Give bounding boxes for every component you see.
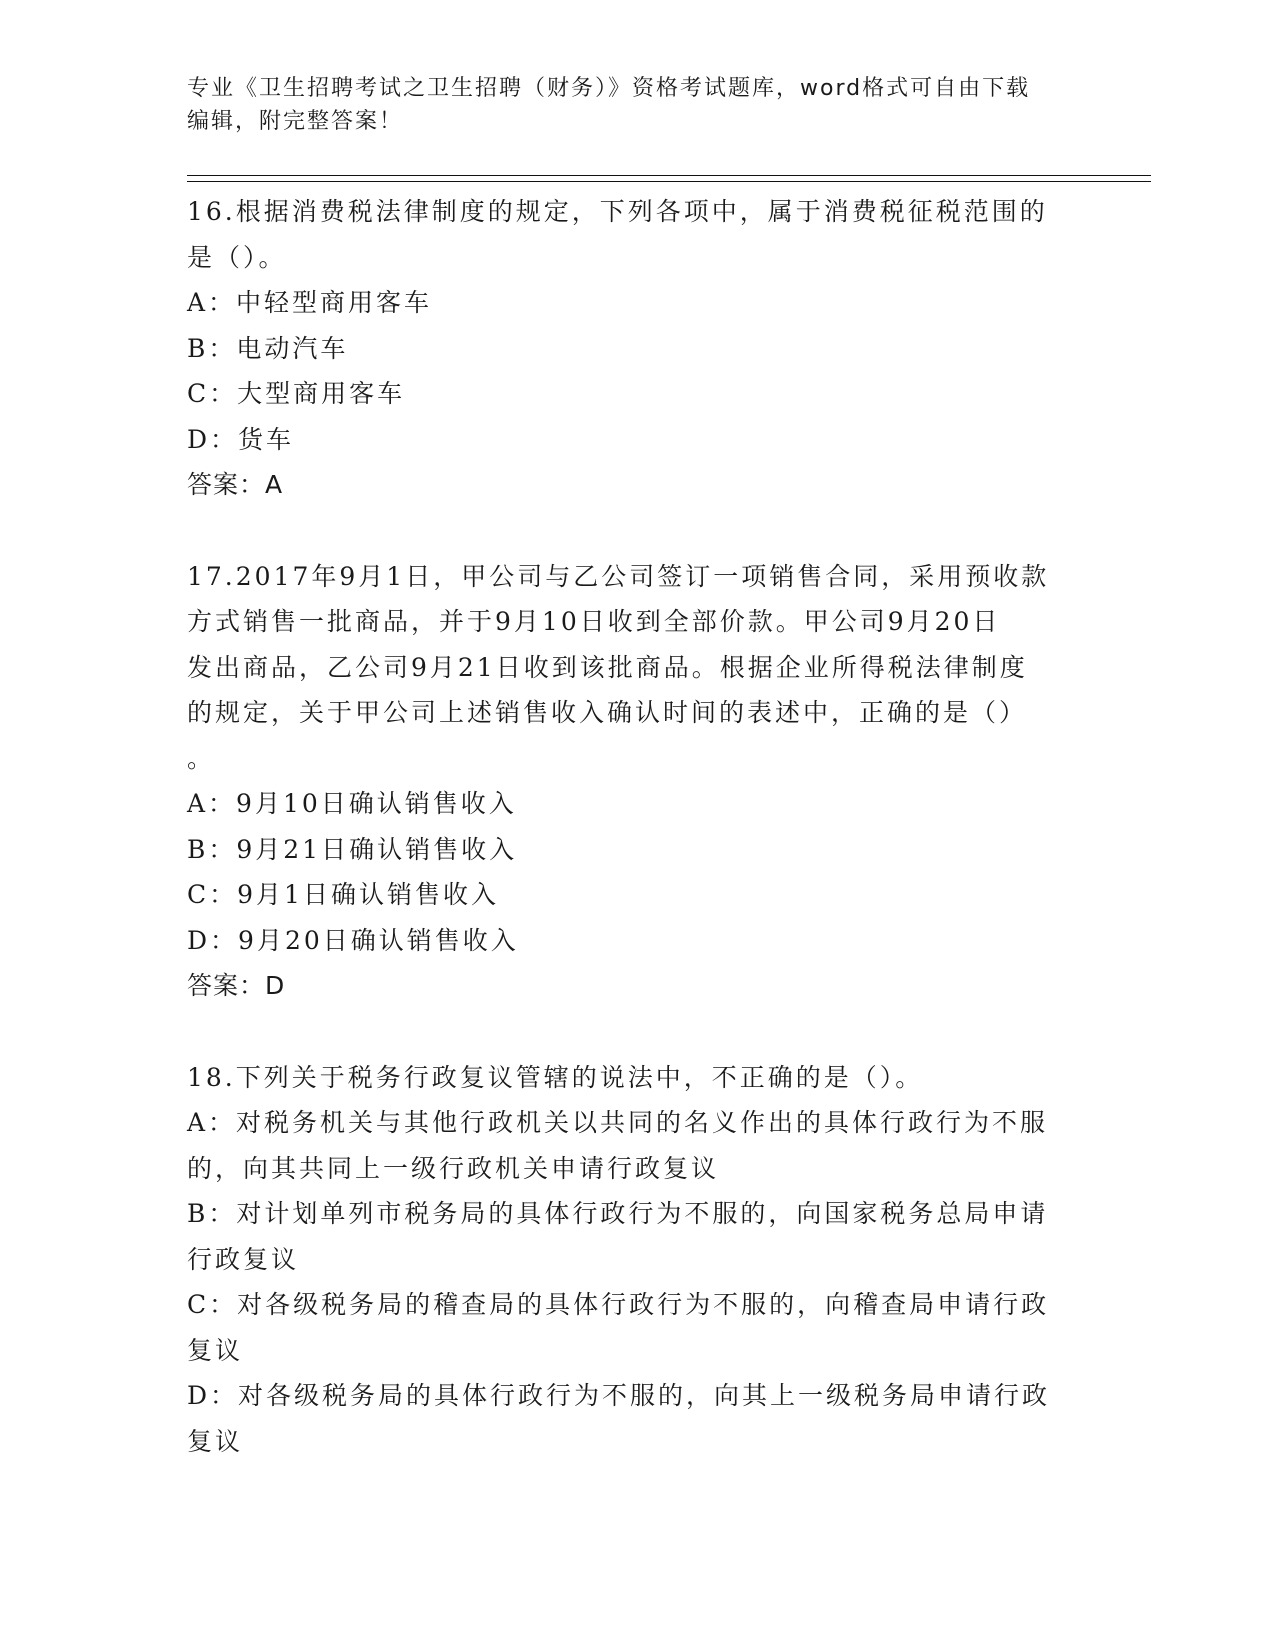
question-text-line: 是（）。 [187, 242, 287, 272]
option-d [187, 1373, 1087, 1464]
option-text-line: A：中轻型商用客车 [187, 288, 433, 317]
question-block [187, 1055, 1087, 1465]
option-text-line: A：对税务机关与其他行政机关以共同的名义作出的具体行政行为不服 [187, 1108, 1049, 1137]
question-text-line: 方式销售一批商品，并于9月10日收到全部价款。甲公司9月20日 [187, 607, 1001, 636]
option-d [187, 417, 1087, 463]
question-text-line: 16.根据消费税法律制度的规定，下列各项中，属于消费税征税范围的 [187, 197, 1048, 226]
question-text-line: 18.下列关于税务行政复议管辖的说法中，不正确的是（）。 [187, 1062, 924, 1092]
option-text-line: C：大型商用客车 [187, 379, 406, 408]
option-text-line: B：电动汽车 [187, 333, 349, 363]
header-divider-bottom [187, 181, 1151, 182]
option-text-line: C：9月1日确认销售收入 [187, 880, 499, 909]
question-text-line: 发出商品，乙公司9月21日收到该批商品。根据企业所得税法律制度 [187, 652, 1028, 682]
option-text-line: D：9月20日确认销售收入 [187, 925, 519, 955]
option-text-line: B：9月21日确认销售收入 [187, 834, 518, 864]
option-c [187, 872, 1087, 918]
question-spacer [187, 508, 1087, 554]
header-divider-top [187, 175, 1151, 176]
option-text-line: C：对各级税务局的稽查局的具体行政行为不服的，向稽查局申请行政 [187, 1290, 1050, 1319]
answer-label: 答案：D [187, 971, 286, 1000]
option-text-line: A：9月10日确认销售收入 [187, 789, 517, 818]
option-a [187, 1100, 1087, 1191]
question-block [187, 554, 1087, 1009]
option-text-line: B：对计划单列市税务局的具体行政行为不服的，向国家税务总局申请 [187, 1199, 1049, 1228]
answer-label: 答案：A [187, 470, 284, 499]
option-a [187, 280, 1087, 326]
option-text-line: D：货车 [187, 424, 295, 454]
question-spacer [187, 1009, 1087, 1055]
question-block [187, 189, 1087, 508]
header-line-2: 编辑，附完整答案！ [187, 109, 404, 134]
question-text-line: 的规定，关于甲公司上述销售收入确认时间的表述中，正确的是（） [187, 698, 1028, 727]
question-text-line: 17.2017年9月1日，甲公司与乙公司签订一项销售合同，采用预收款 [187, 561, 1050, 591]
option-text-line: 的，向其共同上一级行政机关申请行政复议 [187, 1153, 720, 1183]
option-b [187, 827, 1087, 873]
option-text-line: 行政复议 [187, 1244, 300, 1274]
option-c [187, 1282, 1087, 1373]
option-c [187, 371, 1087, 417]
question-list [187, 189, 1087, 1464]
option-a [187, 781, 1087, 827]
option-text-line: 复议 [187, 1426, 244, 1456]
header-line-1: 专业《卫生招聘考试之卫生招聘（财务）》资格考试题库，word格式可自由下载 [187, 76, 1031, 101]
document-header [187, 72, 1087, 138]
option-d [187, 918, 1087, 964]
option-text-line: 复议 [187, 1335, 244, 1365]
question-text-line: 。 [187, 743, 216, 773]
option-b [187, 326, 1087, 372]
option-b [187, 1191, 1087, 1282]
option-text-line: D：对各级税务局的具体行政行为不服的，向其上一级税务局申请行政 [187, 1381, 1051, 1410]
